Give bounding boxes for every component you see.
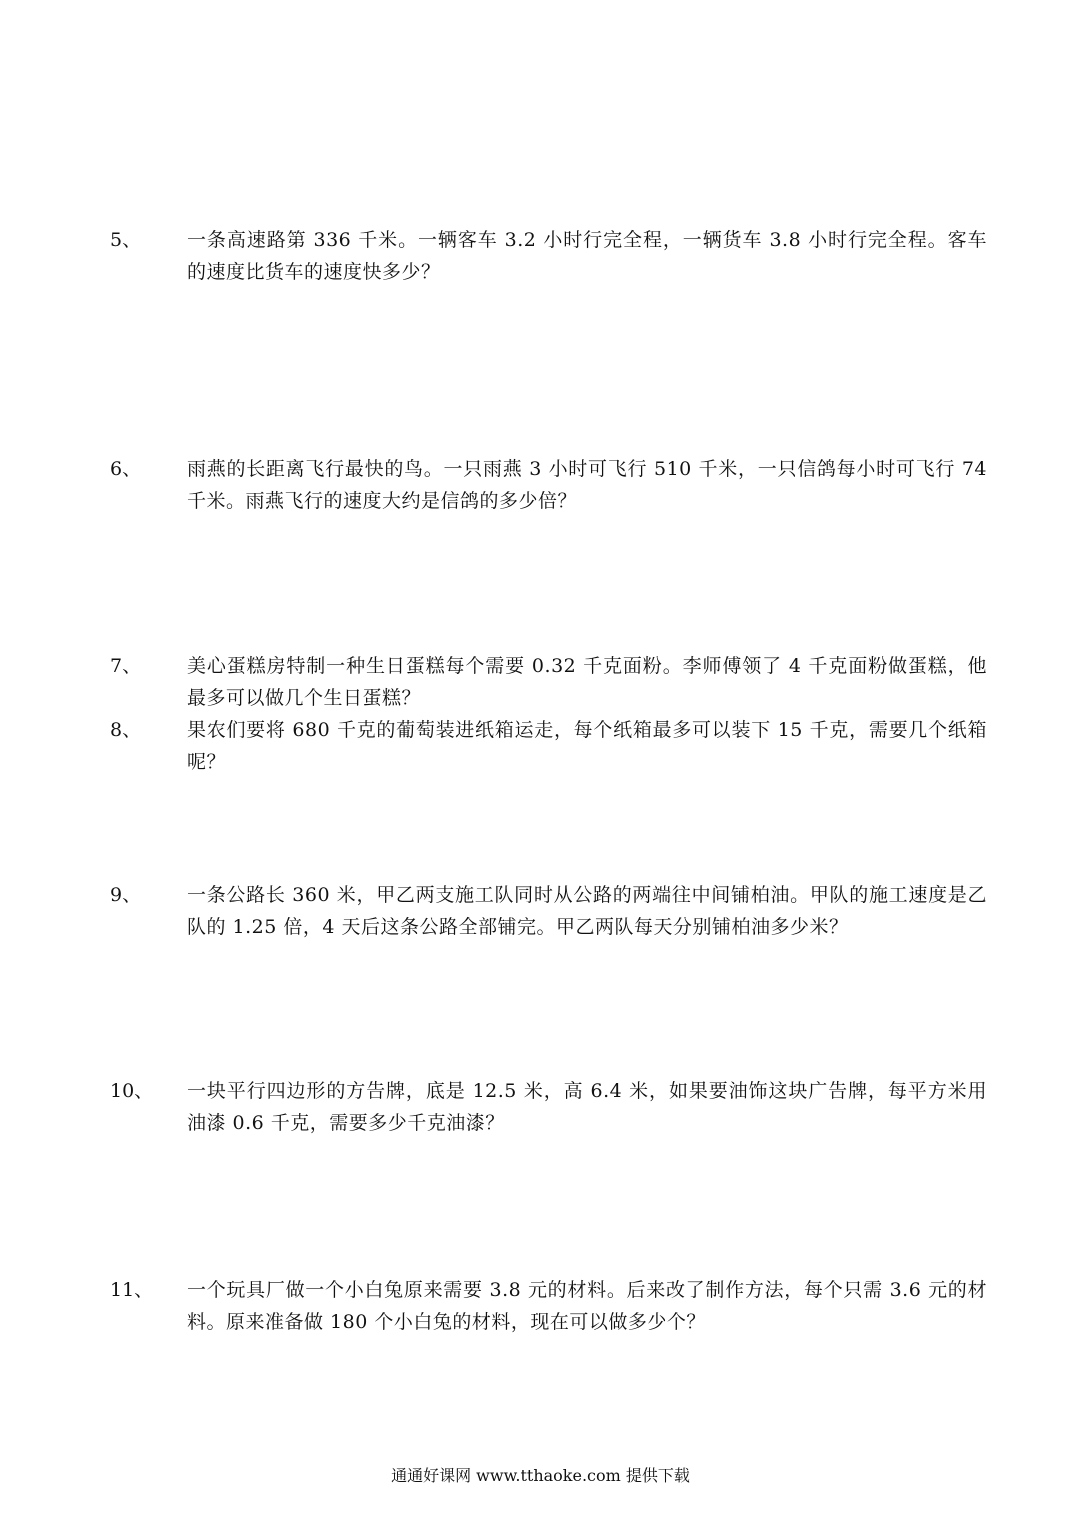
problem-text: 美心蛋糕房特制一种生日蛋糕每个需要 0.32 千克面粉。李师傅领了 4 千克面粉做蛋糕，他最多可以做几个生日蛋糕？ <box>187 655 987 709</box>
problem-text: 一条高速路第 336 千米。一辆客车 3.2 小时行完全程，一辆货车 3.8 小时行完全程。客车的速度比货车的速度快多少？ <box>187 229 987 283</box>
problem-text: 雨燕的长距离飞行最快的鸟。一只雨燕 3 小时可飞行 510 千米，一只信鸽每小时可飞行 74 千米。雨燕飞行的速度大约是信鸽的多少倍？ <box>187 458 987 512</box>
problem-number: 8、 <box>110 719 142 741</box>
problem-text: 果农们要将 680 千克的葡萄装进纸箱运走，每个纸箱最多可以装下 15 千克，需要几个纸箱呢？ <box>187 719 987 773</box>
problem-number: 6、 <box>110 458 142 480</box>
problem-text: 一个玩具厂做一个小白兔原来需要 3.8 元的材料。后来改了制作方法，每个只需 3.6 元的材料。原来准备做 180 个小白兔的材料，现在可以做多少个？ <box>187 1279 987 1333</box>
page-footer: 通通好课网 www.tthaoke.com 提供下载 <box>391 1466 690 1485</box>
problem-number: 10、 <box>110 1080 154 1102</box>
problem-number: 9、 <box>110 884 142 906</box>
problem-number: 7、 <box>110 655 142 677</box>
problem-number: 11、 <box>110 1279 154 1301</box>
problem-text: 一块平行四边形的方告牌，底是 12.5 米，高 6.4 米，如果要油饰这块广告牌，每平方米用油漆 0.6 千克，需要多少千克油漆？ <box>187 1080 987 1134</box>
problem-number: 5、 <box>110 229 142 251</box>
problem-text: 一条公路长 360 米，甲乙两支施工队同时从公路的两端往中间铺柏油。甲队的施工速度是乙队的 1.25 倍，4 天后这条公路全部铺完。甲乙两队每天分别铺柏油多少米？ <box>187 884 987 938</box>
